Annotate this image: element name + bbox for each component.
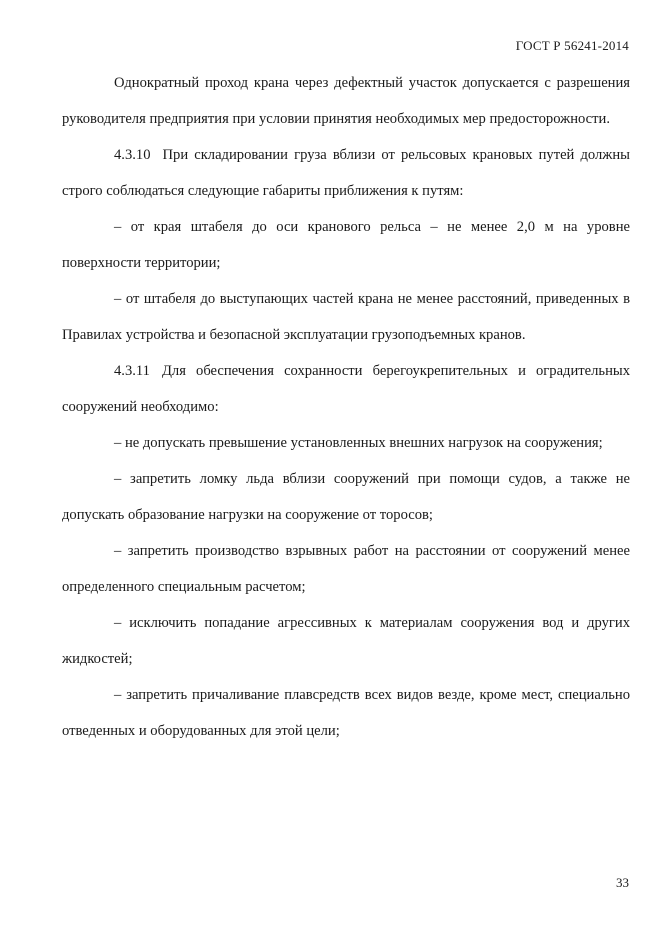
list-item [62,533,630,605]
clause-number: 4.3.10 [114,147,151,163]
paragraph-text: – не допускать превышение установленных внешних нагрузок на сооружения; [114,435,603,451]
paragraph-text: – запретить причаливание плавсредств всех видов везде, кроме мест, специально отведенных и оборудованных для этой цели; [62,687,630,739]
clause-4-3-10 [62,137,630,209]
clause-4-3-11 [62,353,630,425]
page-number: 33 [616,875,629,890]
clause-number: 4.3.11 [114,363,150,379]
list-item [62,281,630,353]
paragraph-text: – от штабеля до выступающих частей крана не менее расстояний, приведенных в Правилах устройства и безопасной эксплуатации грузоподъемных кранов. [62,291,630,343]
list-item [62,605,630,677]
list-item [62,677,630,749]
paragraph-text: – от края штабеля до оси кранового рельса – не менее 2,0 м на уровне поверхности территории; [62,219,630,271]
paragraph-text: – исключить попадание агрессивных к материалам сооружения вод и других жидкостей; [62,615,630,667]
document-code: ГОСТ Р 56241-2014 [515,38,629,53]
paragraph-text: Однократный проход крана через дефектный участок допускается с разрешения руководителя предприятия при условии принятия необходимых мер предосторожности. [62,75,630,127]
list-item [62,425,630,461]
paragraph-text: – запретить производство взрывных работ на расстоянии от сооружений менее определенного специальным расчетом; [62,543,630,595]
paragraph-crane-passage [62,65,630,137]
paragraph-text: – запретить ломку льда вблизи сооружений при помощи судов, а также не допускать образование нагрузки на сооружение от торосов; [62,471,630,523]
paragraph-text: Для обеспечения сохранности берегоукрепительных и оградительных сооружений необходимо: [62,363,630,415]
list-item [62,461,630,533]
page-body [62,65,630,749]
list-item [62,209,630,281]
paragraph-text: При складировании груза вблизи от рельсовых крановых путей должны строго соблюдаться следующие габариты приближения к путям: [62,147,630,199]
